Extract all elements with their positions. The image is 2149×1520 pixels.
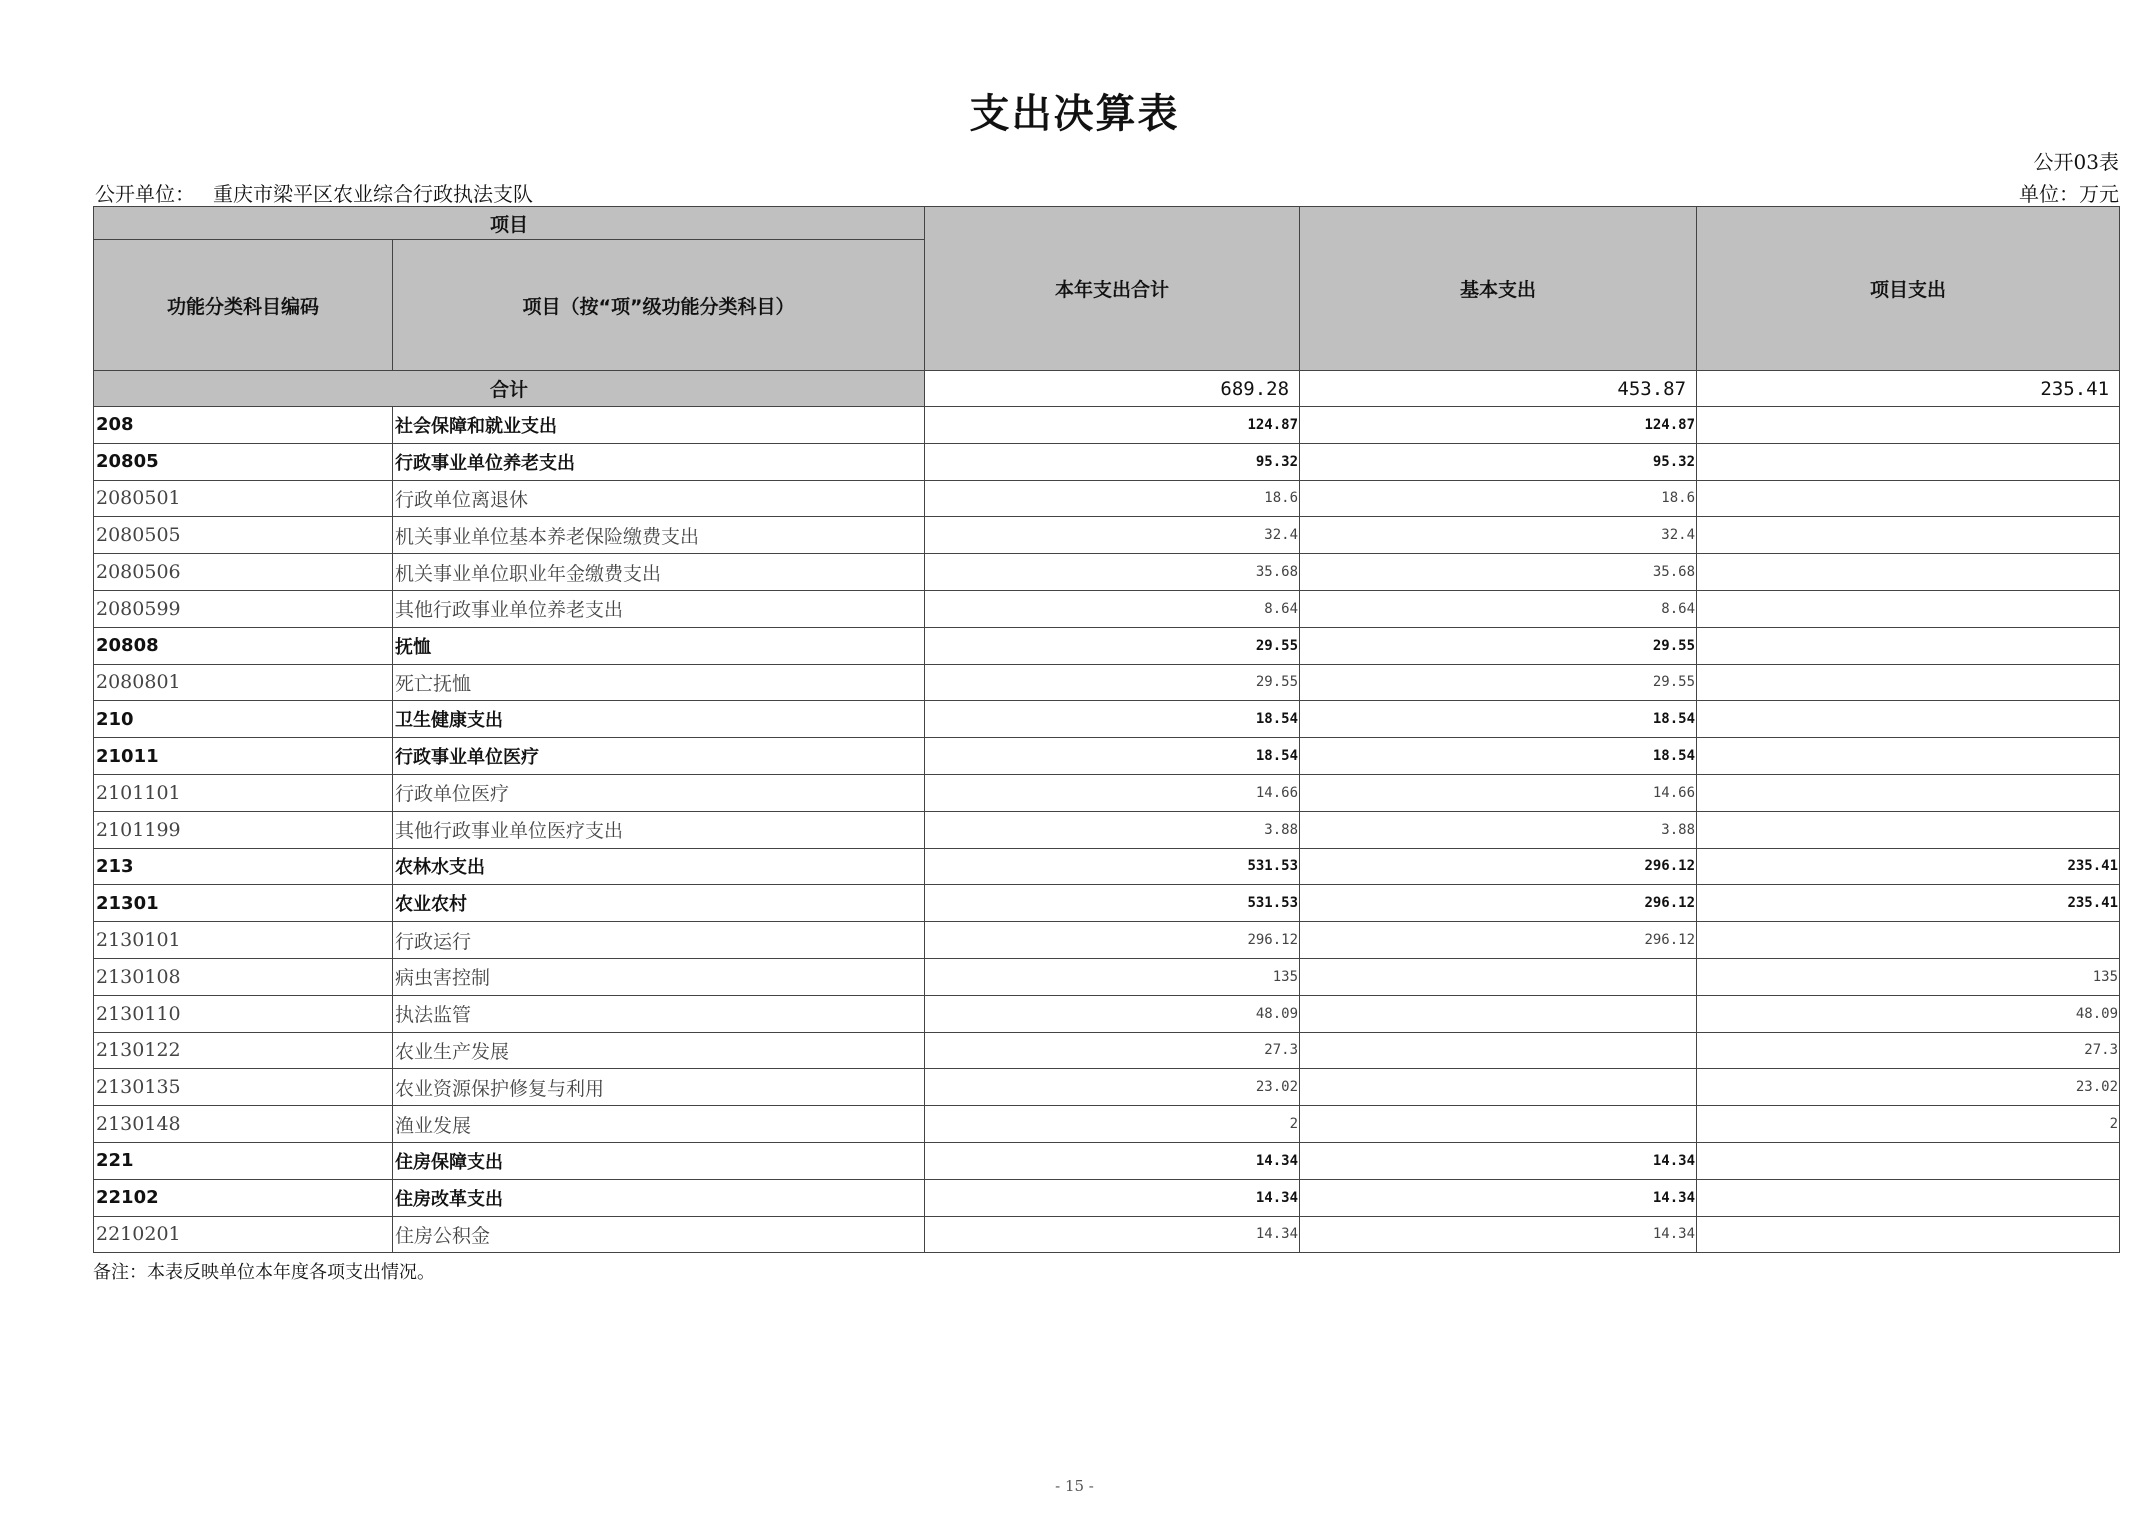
table-note: 备注：本表反映单位本年度各项支出情况。 (93, 1262, 435, 1283)
row-project (1697, 774, 2120, 811)
row-basic: 18.54 (1300, 738, 1697, 775)
row-project: 48.09 (1697, 995, 2120, 1032)
table-row (94, 1216, 2120, 1253)
row-code: 2210201 (94, 1216, 393, 1253)
form-number: 公开03表 (2033, 150, 2119, 174)
row-basic: 29.55 (1300, 627, 1697, 664)
row-project (1697, 554, 2120, 591)
row-code: 21301 (94, 885, 393, 922)
row-total: 29.55 (925, 664, 1300, 701)
header-basic: 基本支出 (1300, 207, 1697, 371)
row-code: 20808 (94, 627, 393, 664)
expenditure-table (93, 206, 2120, 1253)
row-code: 21011 (94, 738, 393, 775)
total-label: 合计 (94, 371, 925, 407)
table-row (94, 995, 2120, 1032)
row-total: 124.87 (925, 407, 1300, 444)
header-total: 本年支出合计 (925, 207, 1300, 371)
row-code: 22102 (94, 1179, 393, 1216)
header-code: 功能分类科目编码 (94, 240, 393, 371)
row-basic: 32.4 (1300, 517, 1697, 554)
row-name: 农业资源保护修复与利用 (393, 1069, 925, 1106)
row-total: 18.6 (925, 480, 1300, 517)
row-total: 23.02 (925, 1069, 1300, 1106)
row-project (1697, 922, 2120, 959)
row-basic: 14.34 (1300, 1179, 1697, 1216)
row-code: 2080501 (94, 480, 393, 517)
row-total: 18.54 (925, 701, 1300, 738)
row-name: 住房改革支出 (393, 1179, 925, 1216)
row-total: 296.12 (925, 922, 1300, 959)
table-row (94, 664, 2120, 701)
table-row (94, 701, 2120, 738)
total-project: 235.41 (1697, 371, 2120, 407)
row-name: 住房保障支出 (393, 1142, 925, 1179)
table-row (94, 480, 2120, 517)
row-name: 农业生产发展 (393, 1032, 925, 1069)
row-basic (1300, 1106, 1697, 1143)
row-total: 14.66 (925, 774, 1300, 811)
row-basic: 29.55 (1300, 664, 1697, 701)
row-basic: 124.87 (1300, 407, 1697, 444)
row-total: 531.53 (925, 848, 1300, 885)
row-basic: 296.12 (1300, 885, 1697, 922)
row-total: 18.54 (925, 738, 1300, 775)
row-project (1697, 664, 2120, 701)
row-total: 35.68 (925, 554, 1300, 591)
table-row (94, 407, 2120, 444)
row-basic: 14.66 (1300, 774, 1697, 811)
row-basic: 18.54 (1300, 701, 1697, 738)
row-project (1697, 407, 2120, 444)
row-name: 农业农村 (393, 885, 925, 922)
row-name: 行政运行 (393, 922, 925, 959)
row-name: 行政事业单位医疗 (393, 738, 925, 775)
table-row (94, 922, 2120, 959)
header-name: 项目（按“项”级功能分类科目） (393, 240, 925, 371)
row-total: 2 (925, 1106, 1300, 1143)
row-project: 2 (1697, 1106, 2120, 1143)
table-row (94, 1032, 2120, 1069)
row-code: 2080506 (94, 554, 393, 591)
row-name: 行政事业单位养老支出 (393, 443, 925, 480)
page-number: - 15 - (1055, 1477, 1094, 1495)
row-code: 213 (94, 848, 393, 885)
row-name: 其他行政事业单位养老支出 (393, 590, 925, 627)
row-basic (1300, 995, 1697, 1032)
row-name: 其他行政事业单位医疗支出 (393, 811, 925, 848)
row-code: 2080505 (94, 517, 393, 554)
row-basic: 14.34 (1300, 1216, 1697, 1253)
org-name: 重庆市梁平区农业综合行政执法支队 (213, 182, 533, 206)
row-name: 执法监管 (393, 995, 925, 1032)
table-row (94, 590, 2120, 627)
row-name: 行政单位医疗 (393, 774, 925, 811)
row-basic: 18.6 (1300, 480, 1697, 517)
row-name: 住房公积金 (393, 1216, 925, 1253)
row-project (1697, 1142, 2120, 1179)
row-project: 27.3 (1697, 1032, 2120, 1069)
table-row (94, 517, 2120, 554)
row-basic (1300, 1032, 1697, 1069)
table-row (94, 738, 2120, 775)
row-project: 235.41 (1697, 848, 2120, 885)
row-name: 病虫害控制 (393, 958, 925, 995)
row-code: 2130108 (94, 958, 393, 995)
row-project (1697, 590, 2120, 627)
row-name: 渔业发展 (393, 1106, 925, 1143)
row-project (1697, 738, 2120, 775)
row-code: 2101101 (94, 774, 393, 811)
row-project: 235.41 (1697, 885, 2120, 922)
table-row (94, 1069, 2120, 1106)
row-code: 208 (94, 407, 393, 444)
total-sum: 689.28 (925, 371, 1300, 407)
total-row (94, 371, 2120, 407)
row-code: 2130122 (94, 1032, 393, 1069)
row-project (1697, 1179, 2120, 1216)
table-body (94, 207, 2120, 1253)
row-basic: 296.12 (1300, 922, 1697, 959)
row-code: 2130135 (94, 1069, 393, 1106)
row-name: 死亡抚恤 (393, 664, 925, 701)
row-basic: 296.12 (1300, 848, 1697, 885)
row-basic: 35.68 (1300, 554, 1697, 591)
table-row (94, 1106, 2120, 1143)
row-total: 14.34 (925, 1179, 1300, 1216)
row-total: 29.55 (925, 627, 1300, 664)
row-basic: 14.34 (1300, 1142, 1697, 1179)
row-project: 135 (1697, 958, 2120, 995)
row-total: 14.34 (925, 1216, 1300, 1253)
table-row (94, 848, 2120, 885)
row-project: 23.02 (1697, 1069, 2120, 1106)
org-info (95, 178, 533, 207)
row-total: 8.64 (925, 590, 1300, 627)
header-project-expense: 项目支出 (1697, 207, 2120, 371)
row-total: 14.34 (925, 1142, 1300, 1179)
row-name: 农林水支出 (393, 848, 925, 885)
table-row (94, 1179, 2120, 1216)
row-basic: 3.88 (1300, 811, 1697, 848)
row-total: 27.3 (925, 1032, 1300, 1069)
row-code: 2130148 (94, 1106, 393, 1143)
row-code: 20805 (94, 443, 393, 480)
row-code: 2130101 (94, 922, 393, 959)
row-total: 135 (925, 958, 1300, 995)
row-name: 社会保障和就业支出 (393, 407, 925, 444)
row-basic (1300, 1069, 1697, 1106)
row-project (1697, 480, 2120, 517)
row-project (1697, 701, 2120, 738)
row-code: 221 (94, 1142, 393, 1179)
row-project (1697, 517, 2120, 554)
row-code: 210 (94, 701, 393, 738)
row-total: 95.32 (925, 443, 1300, 480)
table-row (94, 885, 2120, 922)
table-row (94, 1142, 2120, 1179)
row-name: 机关事业单位基本养老保险缴费支出 (393, 517, 925, 554)
row-name: 机关事业单位职业年金缴费支出 (393, 554, 925, 591)
row-project (1697, 443, 2120, 480)
org-label: 公开单位： (95, 182, 195, 206)
header-row-1 (94, 207, 2120, 240)
unit-label: 单位：万元 (2019, 182, 2119, 206)
row-code: 2130110 (94, 995, 393, 1032)
row-total: 48.09 (925, 995, 1300, 1032)
row-project (1697, 811, 2120, 848)
table-row (94, 554, 2120, 591)
row-project (1697, 627, 2120, 664)
row-basic: 95.32 (1300, 443, 1697, 480)
row-name: 行政单位离退休 (393, 480, 925, 517)
table-row (94, 443, 2120, 480)
row-total: 531.53 (925, 885, 1300, 922)
row-code: 2080599 (94, 590, 393, 627)
row-total: 3.88 (925, 811, 1300, 848)
total-basic: 453.87 (1300, 371, 1697, 407)
row-total: 32.4 (925, 517, 1300, 554)
row-code: 2101199 (94, 811, 393, 848)
table-row (94, 811, 2120, 848)
header-project: 项目 (94, 207, 925, 240)
row-basic (1300, 958, 1697, 995)
row-code: 2080801 (94, 664, 393, 701)
row-basic: 8.64 (1300, 590, 1697, 627)
row-name: 抚恤 (393, 627, 925, 664)
page-title: 支出决算表 (969, 91, 1180, 137)
table-row (94, 774, 2120, 811)
row-name: 卫生健康支出 (393, 701, 925, 738)
row-project (1697, 1216, 2120, 1253)
table-row (94, 958, 2120, 995)
table-row (94, 627, 2120, 664)
